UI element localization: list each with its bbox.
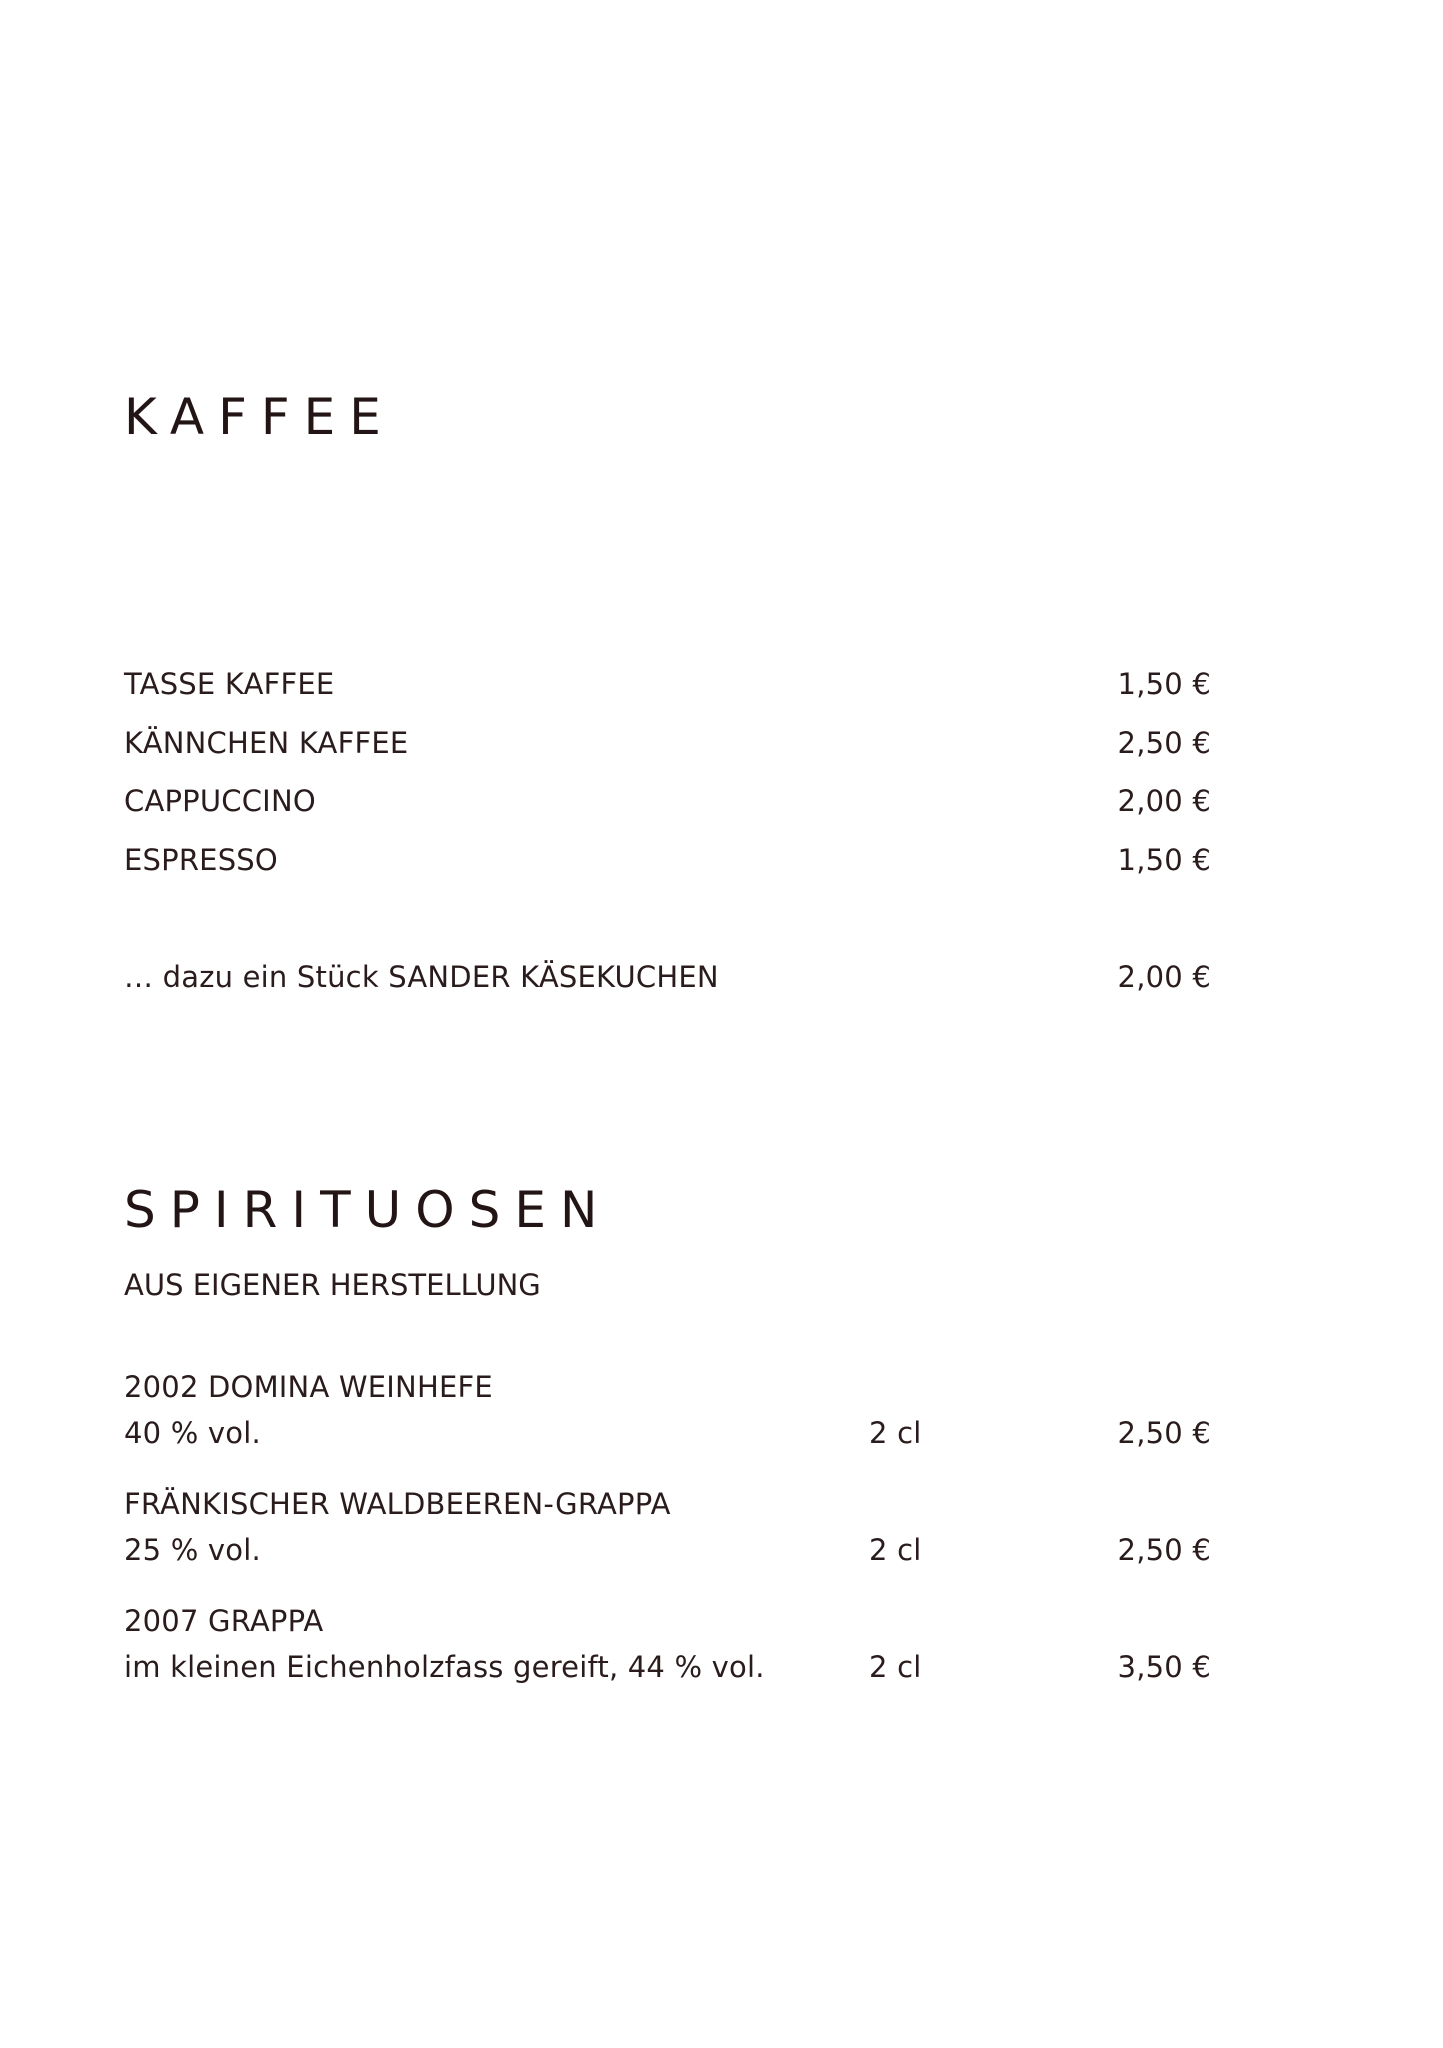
item-detail: 25 % vol. bbox=[124, 1533, 261, 1567]
item-size: 2 cl bbox=[869, 1533, 922, 1567]
item-name: CAPPUCCINO bbox=[124, 784, 316, 818]
item-size: 2 cl bbox=[869, 1416, 922, 1450]
item-price: 2,00 € bbox=[1117, 960, 1211, 994]
item-name: 2007 GRAPPA bbox=[124, 1604, 324, 1638]
item-name: TASSE KAFFEE bbox=[124, 667, 335, 701]
item-detail: im kleinen Eichenholzfass gereift, 44 % vol. bbox=[124, 1650, 765, 1684]
item-name: FRÄNKISCHER WALDBEEREN-GRAPPA bbox=[124, 1487, 671, 1521]
spirituosen-heading: SPIRITUOSEN bbox=[124, 1181, 612, 1239]
item-price: 1,50 € bbox=[1117, 667, 1211, 701]
item-price: 2,00 € bbox=[1117, 784, 1211, 818]
item-detail: 40 % vol. bbox=[124, 1416, 261, 1450]
spirituosen-subtitle: AUS EIGENER HERSTELLUNG bbox=[124, 1268, 541, 1302]
item-price: 2,50 € bbox=[1117, 1416, 1211, 1450]
item-name: 2002 DOMINA WEINHEFE bbox=[124, 1370, 493, 1404]
item-name: … dazu ein Stück SANDER KÄSEKUCHEN bbox=[124, 960, 719, 994]
item-name: KÄNNCHEN KAFFEE bbox=[124, 726, 409, 760]
kaffee-heading: KAFFEE bbox=[124, 388, 395, 446]
item-price: 2,50 € bbox=[1117, 726, 1211, 760]
item-name: ESPRESSO bbox=[124, 843, 278, 877]
item-price: 2,50 € bbox=[1117, 1533, 1211, 1567]
item-price: 1,50 € bbox=[1117, 843, 1211, 877]
item-price: 3,50 € bbox=[1117, 1650, 1211, 1684]
item-size: 2 cl bbox=[869, 1650, 922, 1684]
